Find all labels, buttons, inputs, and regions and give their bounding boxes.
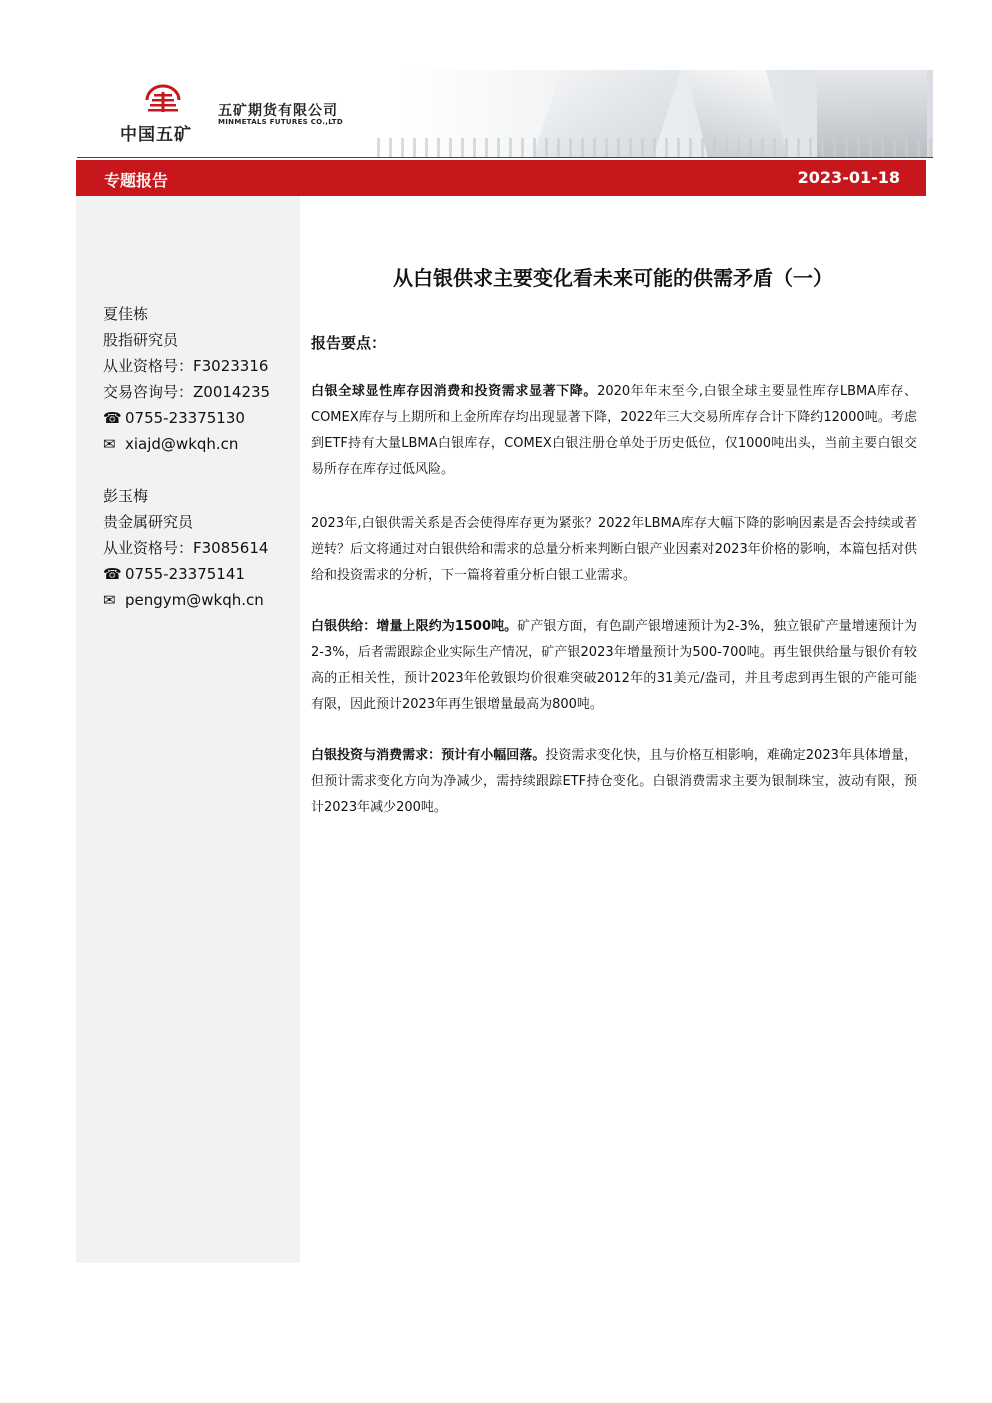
author-card bbox=[103, 301, 270, 457]
company-name: 五矿期货有限公司 bbox=[218, 103, 338, 119]
author-email-address[interactable]: xiajd@wkqh.cn bbox=[125, 435, 239, 453]
logo-wordmark: 中国五矿 bbox=[120, 125, 192, 145]
author-email[interactable] bbox=[103, 431, 270, 457]
author-license: 从业资格号：F3085614 bbox=[103, 539, 269, 557]
author-role: 贵金属研究员 bbox=[103, 513, 194, 531]
phone-icon: ☎ bbox=[103, 565, 122, 583]
paragraph-lead: 白银供给：增量上限约为1500吨。 bbox=[311, 619, 518, 634]
author-consult-number: 交易咨询号：Z0014235 bbox=[103, 383, 271, 401]
summary-paragraph bbox=[311, 379, 917, 483]
author-phone-number: 0755-23375141 bbox=[125, 565, 245, 583]
minmetals-logo-icon bbox=[143, 84, 183, 120]
email-icon: ✉ bbox=[103, 591, 116, 609]
paragraph-body: 投资需求变化快，且与价格互相影响，难确定2023年具体增量，但预计需求变化方向为净减少，需持续跟踪ETF持仓变化。白银消费需求主要为银制珠宝，波动有限，预计2023年减少200吨。 bbox=[311, 748, 917, 815]
paragraph-body: 矿产银方面，有色副产银增速预计为2-3%，独立银矿产量增速预计为2-3%，后者需跟踪企业实际生产情况，矿产银2023年增量预计为500-700吨。再生银供给量与银价有较高的正相关性，预计2023年伦敦银均价很难突破2012年的31美元/盎司，并且考虑到再生银的产能可能有限，因此预计2023年再生银增量最高为800吨。 bbox=[311, 619, 917, 712]
report-title: 从白银供求主要变化看未来可能的供需矛盾（一） bbox=[393, 266, 833, 290]
banner-stripes bbox=[377, 138, 933, 158]
email-icon: ✉ bbox=[103, 435, 116, 453]
author-phone-number: 0755-23375130 bbox=[125, 409, 245, 427]
author-name: 彭玉梅 bbox=[103, 487, 149, 505]
paragraph-lead: 白银全球显性库存因消费和投资需求显著下降。 bbox=[311, 384, 598, 399]
header-divider bbox=[77, 157, 933, 158]
report-type-bar bbox=[76, 160, 926, 196]
report-type-label: 专题报告 bbox=[104, 171, 169, 190]
summary-paragraph bbox=[311, 614, 917, 718]
author-phone bbox=[103, 405, 270, 431]
summary-heading: 报告要点： bbox=[311, 334, 387, 352]
paragraph-body: 2020年年末至今,白银全球主要显性库存LBMA库存、COMEX库存与上期所和上金所库存均出现显著下降，2022年三大交易所库存合计下降约12000吨。考虑到ETF持有大量LBMA白银库存，COMEX白银注册仓单处于历史低位，仅1000吨出头，当前主要白银交易所存在库存过低风险。 bbox=[311, 384, 917, 477]
author-role: 股指研究员 bbox=[103, 331, 179, 349]
summary-paragraph bbox=[311, 511, 917, 589]
company-name-en: MINMETALS FUTURES CO.,LTD bbox=[218, 118, 343, 126]
author-license: 从业资格号：F3023316 bbox=[103, 357, 269, 375]
paragraph-body: 2023年,白银供需关系是否会使得库存更为紧张？2022年LBMA库存大幅下降的影响因素是否会持续或者逆转？后文将通过对白银供给和需求的总量分析来判断白银产业因素对2023年价格的影响，本篇包括对供给和投资需求的分析，下一篇将着重分析白银工业需求。 bbox=[311, 516, 917, 583]
summary-paragraph bbox=[311, 743, 917, 821]
paragraph-lead: 白银投资与消费需求：预计有小幅回落。 bbox=[311, 748, 546, 763]
author-email-address[interactable]: pengym@wkqh.cn bbox=[125, 591, 264, 609]
author-phone bbox=[103, 561, 268, 587]
phone-icon: ☎ bbox=[103, 409, 122, 427]
author-email[interactable] bbox=[103, 587, 268, 613]
header-banner bbox=[77, 70, 933, 158]
author-card bbox=[103, 483, 268, 613]
report-date: 2023-01-18 bbox=[797, 168, 900, 187]
author-name: 夏佳栋 bbox=[103, 305, 149, 323]
